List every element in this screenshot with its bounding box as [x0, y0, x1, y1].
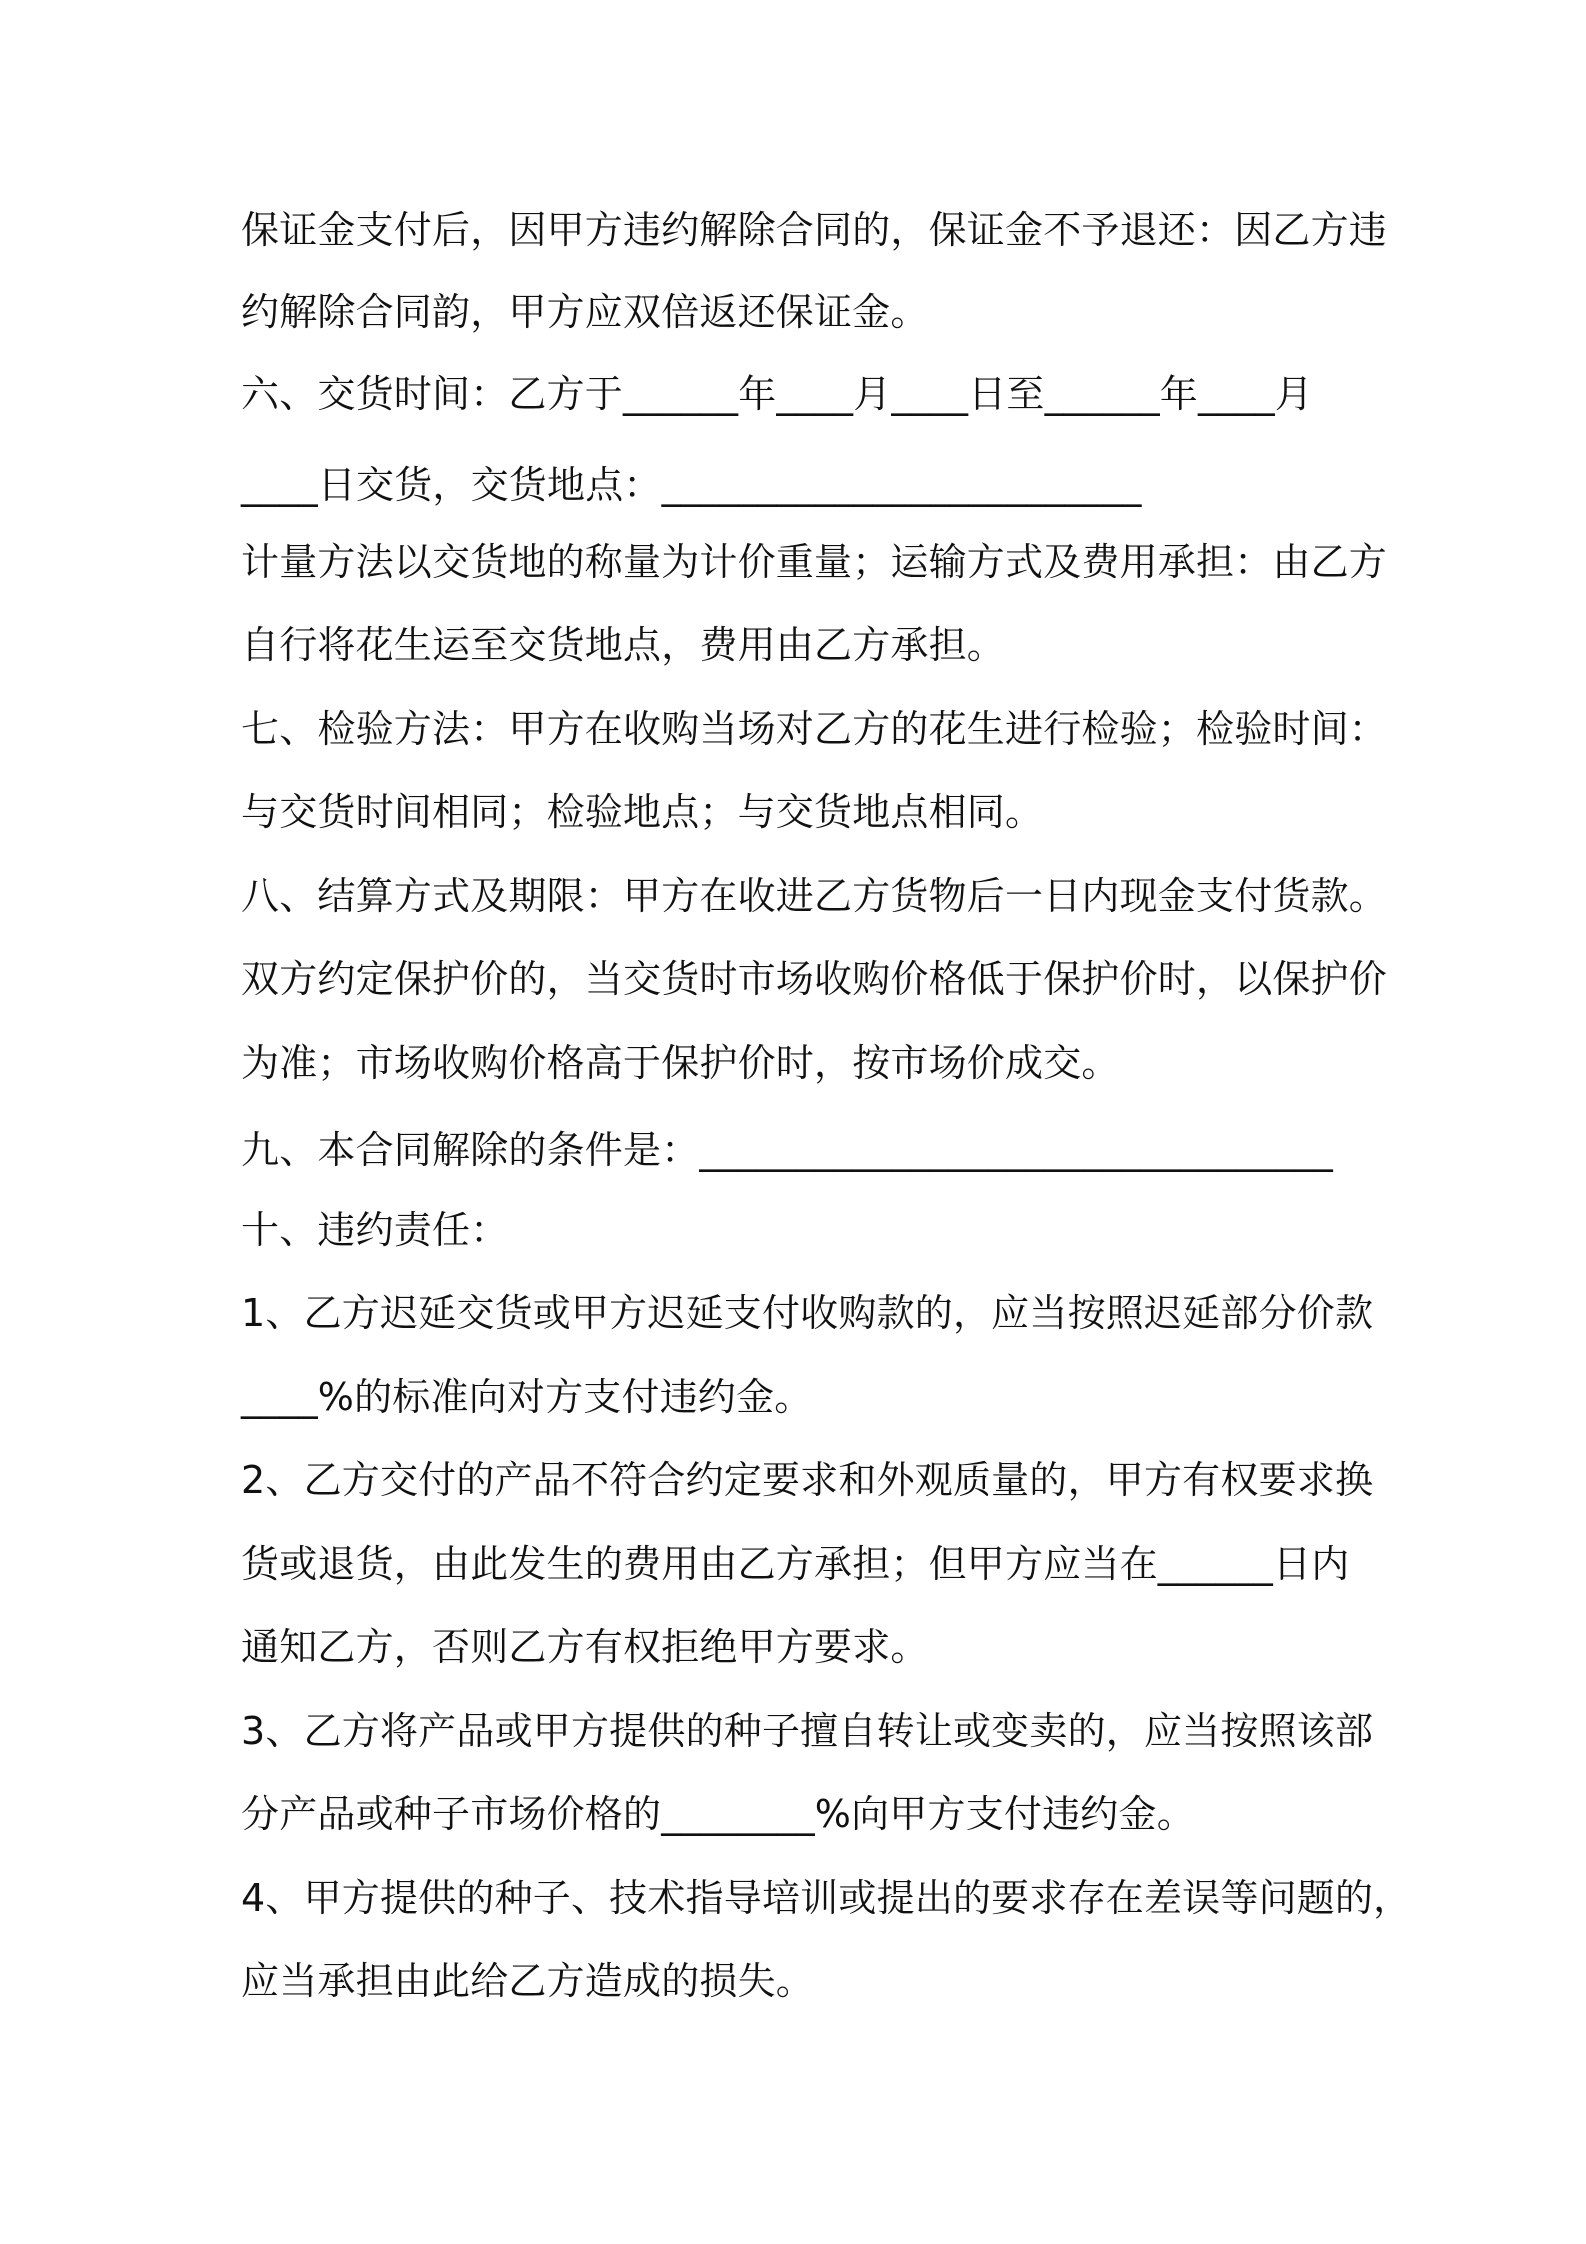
text-line: ____%的标准向对方支付违约金。 [241, 1375, 813, 1419]
text-line: 为准；市场收购价格高于保护价时，按市场价成交。 [241, 1041, 1120, 1085]
text-line: 应当承担由此给乙方造成的损失。 [241, 1959, 815, 2003]
text-line: 七、检验方法：甲方在收购当场对乙方的花生进行检验；检验时间： [241, 707, 1388, 751]
text-line: 4、甲方提供的种子、技术指导培训或提出的要求存在差误等问题的， [241, 1876, 1412, 1920]
text-line: 双方约定保护价的，当交货时市场收购价格低于保护价时，以保护价 [241, 957, 1388, 1001]
text-line: 1、乙方迟延交货或甲方迟延支付收购款的，应当按照迟延部分价款 [241, 1291, 1374, 1335]
text-line: 自行将花生运至交货地点，费用由乙方承担。 [241, 623, 1006, 667]
text-line: 与交货时间相同；检验地点；与交货地点相同。 [241, 790, 1044, 834]
text-line: 保证金支付后，因甲方违约解除合同的，保证金不予退还：因乙方违 [241, 208, 1388, 252]
text-line: 2、乙方交付的产品不符合约定要求和外观质量的，甲方有权要求换 [241, 1458, 1374, 1502]
text-line: ____日交货，交货地点：_________________________ [241, 463, 1142, 507]
text-line: 货或退货，由此发生的费用由乙方承担；但甲方应当在______日内 [241, 1542, 1350, 1586]
text-line: 九、本合同解除的条件是：_________________________________ [241, 1128, 1334, 1172]
text-line: 3、乙方将产品或甲方提供的种子擅自转让或变卖的，应当按照该部 [241, 1709, 1374, 1753]
text-line: 八、结算方式及期限：甲方在收进乙方货物后一日内现金支付货款。 [241, 874, 1388, 918]
text-line: 通知乙方，否则乙方有权拒绝甲方要求。 [241, 1625, 929, 1669]
text-line: 约解除合同韵，甲方应双倍返还保证金。 [241, 290, 929, 334]
text-line: 计量方法以交货地的称量为计价重量；运输方式及费用承担：由乙方 [241, 540, 1388, 584]
text-line: 六、交货时间：乙方于______年____月____日至______年____月 [241, 372, 1314, 416]
text-line: 十、违约责任： [241, 1208, 509, 1252]
text-line: 分产品或种子市场价格的________%向甲方支付违约金。 [241, 1792, 1195, 1836]
